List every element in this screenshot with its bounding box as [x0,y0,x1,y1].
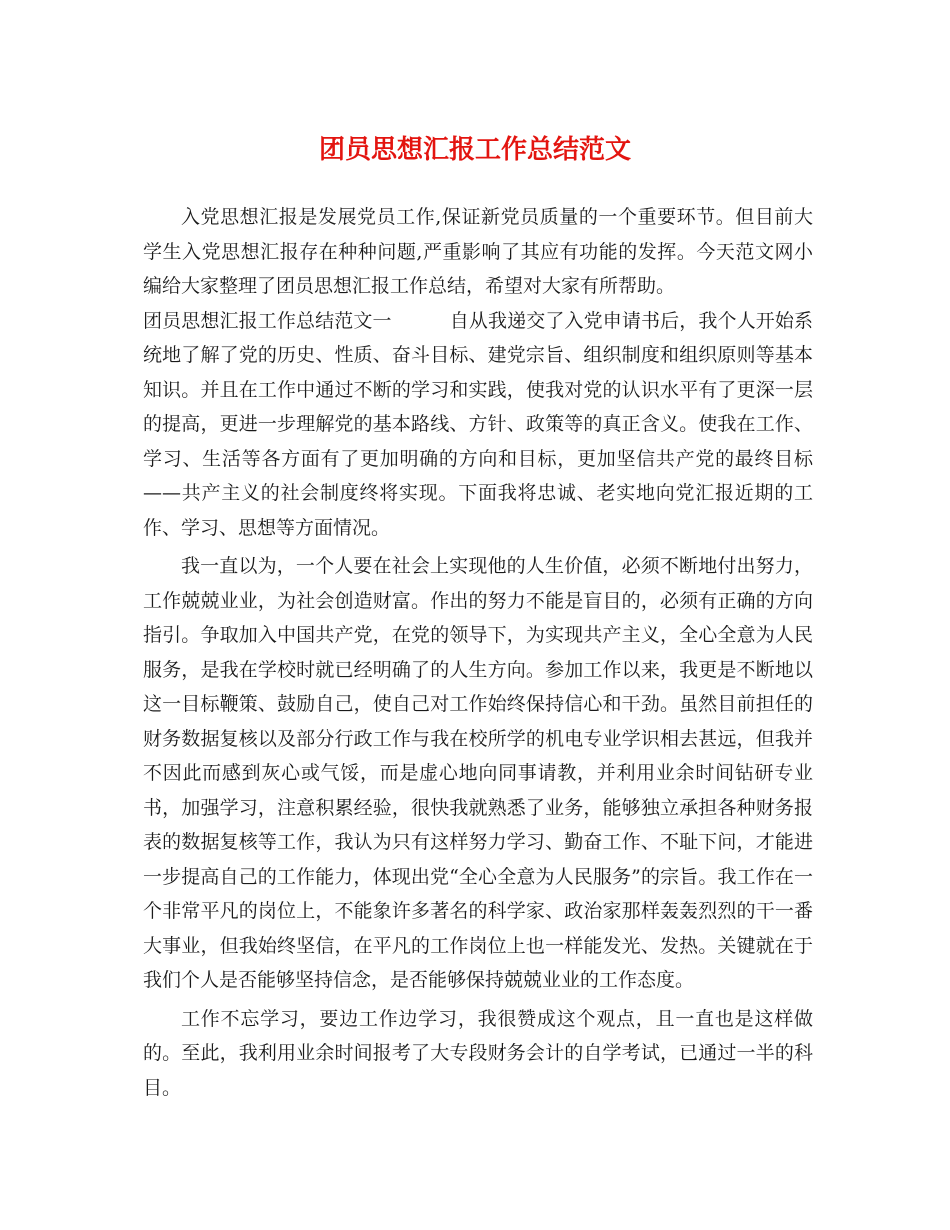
paragraph-2: 我一直以为，一个人要在社会上实现他的人生价值，必须不断地付出努力，工作兢兢业业，为社会创造财富。作出的努力不能是盲目的，必须有正确的方向指引。争取加入中国共产党，在党的领导下，为实现共产主义，全心全意为人民服务，是我在学校时就已经明确了的人生方向。参加工作以来，我更是不断地以这一目标鞭策、鼓励自己，使自己对工作始终保持信心和干劲。虽然目前担任的财务数据复核以及部分行政工作与我在校所学的机电专业学识相去甚远，但我并不因此而感到灰心或气馁，而是虚心地向同事请教，并利用业余时间钻研专业书，加强学习，注意积累经验，很快我就熟悉了业务，能够独立承担各种财务报表的数据复核等工作，我认为只有这样努力学习、勤奋工作、不耻下问，才能进一步提高自己的工作能力，体现出党“全心全意为人民服务”的宗旨。我工作在一个非常平凡的岗位上，不能象许多著名的科学家、政治家那样轰轰烈烈的干一番大事业，但我始终坚信，在平凡的工作岗位上也一样能发光、发热。关键就在于我们个人是否能够坚持信念，是否能够保持兢兢业业的工作态度。 [143,555,813,991]
paragraph-3: 工作不忘学习，要边工作边学习，我很赞成这个观点，且一直也是这样做的。至此，我利用业余时间报考了大专段财务会计的自学考试，已通过一半的科目。 [143,1007,813,1099]
document-body [143,200,813,1105]
section-1-text: 自从我递交了入党申请书后，我个人开始系统地了解了党的历史、性质、奋斗目标、建党宗旨、组织制度和组织原则等基本知识。并且在工作中通过不断的学习和实践，使我对党的认识水平有了更深一层的提高，更进一步理解党的基本路线、方针、政策等的真正含义。使我在工作、学习、生活等各方面有了更加明确的方向和目标，更加坚信共产党的最终目标——共产主义的社会制度终将实现。下面我将忠诚、老实地向党汇报近期的工作、学习、思想等方面情况。 [143,309,813,539]
section-1-paragraph [143,304,813,546]
intro-paragraph: 入党思想汇报是发展党员工作,保证新党员质量的一个重要环节。但目前大学生入党思想汇报存在种种问题,严重影响了其应有功能的发挥。今天范文网小编给大家整理了团员思想汇报工作总结，希望对大家有所帮助。 [143,206,813,297]
section-1-heading: 团员思想汇报工作总结范文一 [143,309,392,332]
document-title: 团员思想汇报工作总结范文 [318,135,631,165]
